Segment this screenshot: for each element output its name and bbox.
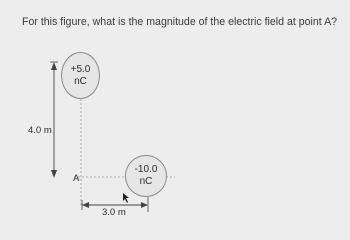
- horizontal-distance-label: 3.0 m: [102, 207, 126, 218]
- horizontal-arrow-right: [141, 202, 148, 208]
- charge-top-unit: nC: [74, 75, 87, 87]
- horizontal-arrow-left: [82, 202, 89, 208]
- vertical-arrow-down: [51, 170, 57, 178]
- question-text: For this figure, what is the magnitude of the electric field at point A?: [22, 16, 338, 28]
- charge-top-value: +5.0: [70, 63, 91, 75]
- charge-right-unit: nC: [139, 176, 153, 187]
- vertical-arrow-up: [51, 62, 57, 70]
- charge-right: [125, 155, 167, 197]
- point-a-label: A: [73, 173, 80, 184]
- charge-top: [61, 52, 100, 99]
- charge-right-value: -10.0: [134, 164, 158, 175]
- vertical-distance-label: 4.0 m: [28, 125, 52, 136]
- cursor-icon: [123, 193, 129, 203]
